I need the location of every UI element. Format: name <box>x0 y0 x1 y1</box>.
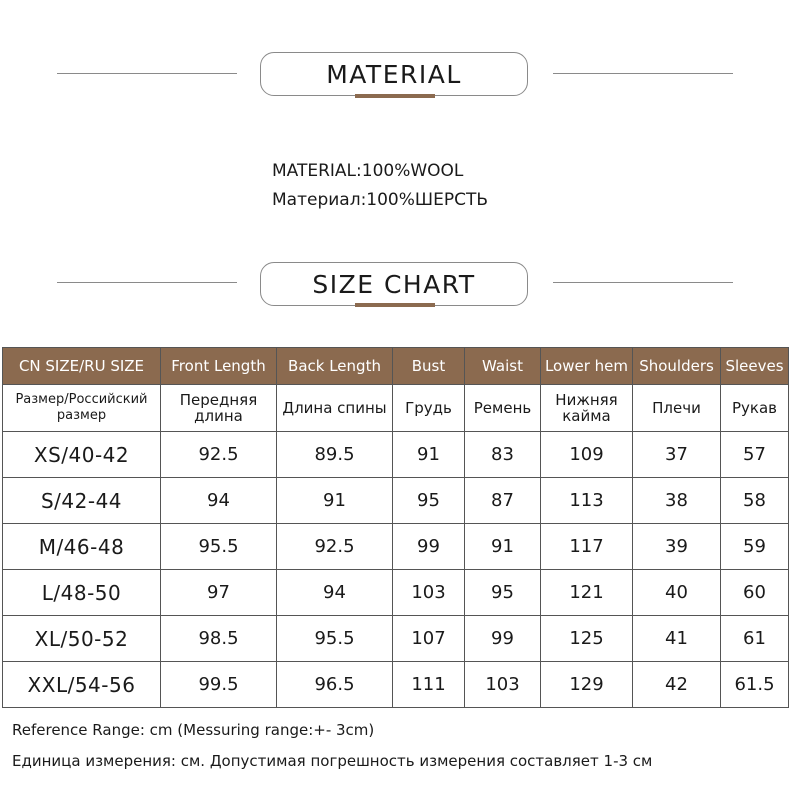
header-back-length: Back Length <box>277 348 393 385</box>
cell-lower-hem: 125 <box>541 616 633 662</box>
cell-lower-hem: 129 <box>541 662 633 708</box>
table-row <box>3 432 789 478</box>
cell-waist: 83 <box>465 432 541 478</box>
cell-bust: 111 <box>393 662 465 708</box>
cell-bust: 91 <box>393 432 465 478</box>
cell-shoulders: 38 <box>633 478 721 524</box>
cell-waist: 87 <box>465 478 541 524</box>
header-ru-lower-hem: Нижняя кайма <box>541 385 633 432</box>
cell-size: XS/40-42 <box>3 432 161 478</box>
table-row <box>3 524 789 570</box>
header-shoulders: Shoulders <box>633 348 721 385</box>
cell-lower-hem: 121 <box>541 570 633 616</box>
cell-waist: 99 <box>465 616 541 662</box>
header-ru-size: Размер/Российский размер <box>3 385 161 432</box>
cell-front-length: 97 <box>161 570 277 616</box>
cell-size: M/46-48 <box>3 524 161 570</box>
header-row-en <box>3 348 789 385</box>
cell-size: XXL/54-56 <box>3 662 161 708</box>
material-heading-text: MATERIAL <box>326 59 462 89</box>
cell-waist: 95 <box>465 570 541 616</box>
reference-note-en: Reference Range: cm (Messuring range:+- 3cm) <box>12 721 375 739</box>
size-rule-left <box>57 282 237 283</box>
cell-shoulders: 37 <box>633 432 721 478</box>
header-row-ru <box>3 385 789 432</box>
cell-size: S/42-44 <box>3 478 161 524</box>
header-ru-waist: Ремень <box>465 385 541 432</box>
cell-shoulders: 39 <box>633 524 721 570</box>
cell-lower-hem: 117 <box>541 524 633 570</box>
cell-back-length: 96.5 <box>277 662 393 708</box>
cell-lower-hem: 113 <box>541 478 633 524</box>
material-line-ru: Материал:100%ШЕРСТЬ <box>272 190 488 210</box>
size-chart-heading <box>260 262 528 306</box>
cell-waist: 91 <box>465 524 541 570</box>
cell-waist: 103 <box>465 662 541 708</box>
header-ru-bust: Грудь <box>393 385 465 432</box>
cell-back-length: 94 <box>277 570 393 616</box>
material-heading-accent <box>355 94 435 98</box>
header-ru-back-length: Длина спины <box>277 385 393 432</box>
cell-shoulders: 40 <box>633 570 721 616</box>
cell-back-length: 92.5 <box>277 524 393 570</box>
cell-bust: 107 <box>393 616 465 662</box>
cell-bust: 103 <box>393 570 465 616</box>
table-row <box>3 478 789 524</box>
header-lower-hem: Lower hem <box>541 348 633 385</box>
header-front-length: Front Length <box>161 348 277 385</box>
cell-lower-hem: 109 <box>541 432 633 478</box>
material-heading <box>260 52 528 96</box>
cell-bust: 99 <box>393 524 465 570</box>
cell-front-length: 95.5 <box>161 524 277 570</box>
size-chart-table <box>2 347 789 708</box>
header-ru-front-length: Передняя длина <box>161 385 277 432</box>
header-sleeves: Sleeves <box>721 348 789 385</box>
header-waist: Waist <box>465 348 541 385</box>
cell-size: XL/50-52 <box>3 616 161 662</box>
cell-front-length: 94 <box>161 478 277 524</box>
header-cn-size: CN SIZE/RU SIZE <box>3 348 161 385</box>
table-row <box>3 570 789 616</box>
cell-shoulders: 41 <box>633 616 721 662</box>
material-rule-right <box>553 73 733 74</box>
header-ru-shoulders: Плечи <box>633 385 721 432</box>
header-ru-sleeves: Рукав <box>721 385 789 432</box>
cell-sleeves: 59 <box>721 524 789 570</box>
size-chart-heading-accent <box>355 303 435 307</box>
cell-front-length: 99.5 <box>161 662 277 708</box>
cell-size: L/48-50 <box>3 570 161 616</box>
size-rule-right <box>553 282 733 283</box>
material-line-en: MATERIAL:100%WOOL <box>272 161 464 181</box>
cell-front-length: 92.5 <box>161 432 277 478</box>
cell-bust: 95 <box>393 478 465 524</box>
material-rule-left <box>57 73 237 74</box>
table-row <box>3 616 789 662</box>
cell-back-length: 95.5 <box>277 616 393 662</box>
cell-sleeves: 57 <box>721 432 789 478</box>
cell-front-length: 98.5 <box>161 616 277 662</box>
cell-back-length: 89.5 <box>277 432 393 478</box>
cell-sleeves: 60 <box>721 570 789 616</box>
cell-sleeves: 61 <box>721 616 789 662</box>
cell-sleeves: 61.5 <box>721 662 789 708</box>
header-bust: Bust <box>393 348 465 385</box>
size-chart-heading-text: SIZE CHART <box>312 269 476 299</box>
cell-back-length: 91 <box>277 478 393 524</box>
reference-note-ru: Единица измерения: см. Допустимая погрешность измерения составляет 1-3 см <box>12 752 653 770</box>
cell-shoulders: 42 <box>633 662 721 708</box>
cell-sleeves: 58 <box>721 478 789 524</box>
table-row <box>3 662 789 708</box>
